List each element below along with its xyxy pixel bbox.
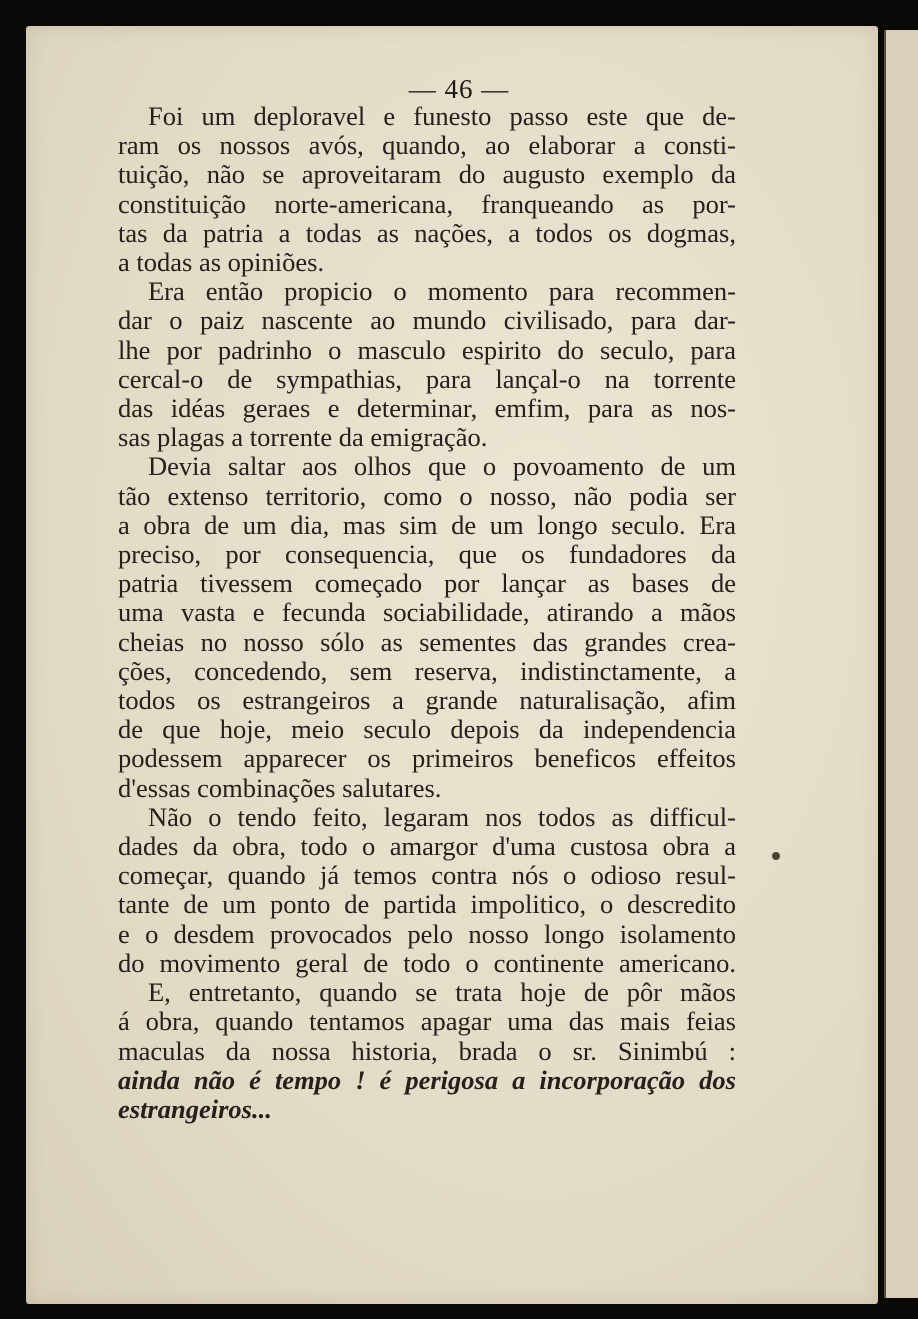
text-line: sas plagas a torrente da emigração.: [118, 422, 488, 453]
text-line: á obra, quando tentamos apagar uma das mais feias: [118, 1006, 736, 1037]
text-line: uma vasta e fecunda sociabilidade, atirando a mãos: [118, 597, 736, 628]
paragraph-5: [118, 978, 736, 1124]
paragraph-1: [118, 102, 736, 277]
text-line: de que hoje, meio seculo depois da independencia: [118, 714, 736, 745]
text-line: Devia saltar aos olhos que o povoamento de um: [148, 451, 736, 482]
page-number: — 46 —: [408, 74, 510, 104]
text-line: preciso, por consequencia, que os fundadores da: [118, 539, 736, 570]
text-line: Não o tendo feito, legaram nos todos as difficul-: [148, 801, 736, 832]
text-line: a obra de um dia, mas sim de um longo seculo. Era: [118, 509, 736, 540]
text-line: patria tivessem começado por lançar as bases de: [118, 568, 736, 599]
text-line: ções, concedendo, sem reserva, indistinctamente, a: [118, 655, 736, 686]
text-line: a todas as opiniões.: [118, 247, 325, 278]
paragraph-4: [118, 803, 736, 978]
adjacent-page-edge: [884, 30, 918, 1298]
text-line: Era então propicio o momento para recommen-: [148, 276, 736, 307]
text-line: Foi um deploravel e funesto passo este que de-: [148, 101, 736, 131]
quote-line: ainda não é tempo ! é perigosa a incorporação dos: [118, 1064, 736, 1095]
text-line: podessem apparecer os primeiros beneficos effeitos: [118, 743, 736, 774]
text-line: constituição norte-americana, franqueando as por-: [118, 188, 736, 219]
text-line: do movimento geral de todo o continente americano.: [118, 947, 736, 978]
paragraph-3: [118, 452, 736, 802]
text-line: cercal-o de sympathias, para lançal-o na torrente: [118, 363, 736, 394]
text-line: das idéas geraes e determinar, emfim, para as nos-: [118, 393, 736, 424]
text-line: maculas da nossa historia, brada o sr. Sinimbú :: [118, 1035, 736, 1066]
quote-line: estrangeiros...: [118, 1093, 272, 1124]
text-line: começar, quando já temos contra nós o odioso resul-: [118, 860, 736, 891]
text-line: dades da obra, todo o amargor d'uma custosa obra a: [118, 831, 736, 862]
text-line: todos os estrangeiros a grande naturalisação, afim: [118, 685, 736, 716]
text-line: ram os nossos avós, quando, ao elaborar a consti-: [118, 130, 736, 161]
text-line: e o desdem provocados pelo nosso longo isolamento: [118, 918, 736, 949]
text-line: tão extenso territorio, como o nosso, não podia ser: [118, 480, 736, 511]
text-line: tuição, não se aproveitaram do augusto exemplo da: [118, 159, 736, 190]
text-line: tante de um ponto de partida impolitico, o descredito: [118, 889, 736, 920]
paragraph-2: [118, 277, 736, 452]
text-line: E, entretanto, quando se trata hoje de pôr mãos: [148, 977, 736, 1008]
text-line: cheias no nosso sólo as sementes das grandes crea-: [118, 626, 736, 657]
page-body: [118, 102, 736, 1124]
text-line: d'essas combinações salutares.: [118, 772, 442, 803]
text-line: lhe por padrinho o masculo espirito do seculo, para: [118, 334, 736, 365]
text-line: dar o paiz nascente ao mundo civilisado, para dar-: [118, 305, 736, 336]
ink-speck: [772, 852, 780, 860]
text-line: tas da patria a todas as nações, a todos os dogmas,: [118, 217, 736, 248]
